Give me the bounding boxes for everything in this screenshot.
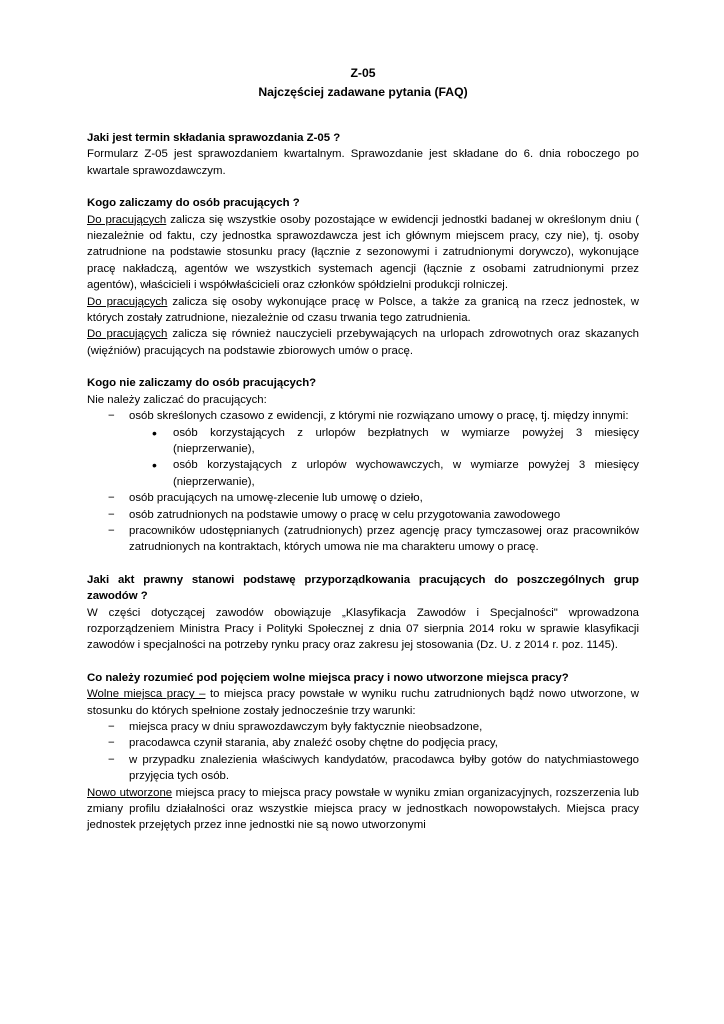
underlined-term: Nowo utworzone (87, 786, 173, 799)
underlined-term: Do pracujących (87, 295, 168, 308)
title-block (87, 64, 639, 102)
paragraph-text: to miejsca pracy powstałe w wyniku ruchu zatrudnionych bądź nowo utworzone, w stosunku do których spełnione zostały jednocześnie trzy warunki: (87, 688, 639, 717)
list-item: − w przypadku znalezienia właściwych kandydatów, pracodawca byłby gotów do natychmiastowego przyjęcia tych osób. (87, 752, 639, 785)
faq-section-deadline (87, 130, 639, 179)
underlined-term: Do pracujących (87, 328, 168, 341)
list-item: − pracodawca czynił starania, aby znaleźć osoby chętne do podjęcia pracy, (87, 735, 639, 751)
paragraph-who-counts-1 (87, 212, 639, 294)
question-vacancies: Co należy rozumieć pod pojęciem wolne miejsca pracy i nowo utworzone miejsca pracy? (87, 671, 569, 684)
excluded-sublist (87, 425, 639, 491)
list-item (87, 408, 639, 490)
question-deadline: Jaki jest termin składania sprawozdania Z-05 ? (87, 132, 341, 144)
paragraph-vacancies-1 (87, 686, 639, 719)
excluded-intro: Nie należy zaliczać do pracujących: (87, 393, 267, 406)
question-legal-basis: Jaki akt prawny stanowi podstawę przyporządkowania pracujących do poszczególnych grup zawodów ? (87, 573, 639, 603)
sub-list-item: • osób korzystających z urlopów bezpłatnych w wymiarze powyżej 3 miesięcy (nieprzerwanie), (87, 425, 639, 458)
list-item: − miejsca pracy w dniu sprawozdawczym były faktycznie nieobsadzone, (87, 719, 639, 735)
underlined-term: Do pracujących (87, 213, 167, 226)
faq-section-vacancies (87, 670, 639, 834)
underlined-term: Wolne miejsca pracy – (87, 688, 206, 701)
paragraph-who-counts-3 (87, 326, 639, 359)
paragraph-text: zalicza się osoby wykonujące pracę w Polsce, a także za granicą na rzecz jednostek, w których zostały zatrudnione, niezależnie od czasu trwania tego zatrudnienia. (87, 295, 639, 325)
list-item: − osób pracujących na umowę-zlecenie lub umowę o dzieło, (87, 490, 639, 506)
list-item-text: osób skreślonych czasowo z ewidencji, z którymi nie rozwiązano umowy o pracę, tj. między innymi: (129, 410, 629, 423)
sub-list-item: • osób korzystających z urlopów wychowawczych, w wymiarze powyżej 3 miesięcy (nieprzerwanie), (87, 457, 639, 490)
question-who-counts: Kogo zaliczamy do osób pracujących ? (87, 197, 300, 210)
answer-deadline: Formularz Z-05 jest sprawozdaniem kwartalnym. Sprawozdanie jest składane do 6. dnia roboczego po kwartale sprawozdawczym. (87, 148, 639, 177)
vacancy-conditions-list (87, 719, 639, 785)
paragraph-vacancies-2 (87, 785, 639, 834)
document-title: Najczęściej zadawane pytania (FAQ) (258, 85, 468, 99)
document-page (87, 64, 639, 850)
list-item: − osób zatrudnionych na podstawie umowy o pracę w celu przygotowania zawodowego (87, 507, 639, 523)
excluded-list (87, 408, 639, 556)
faq-section-legal-basis (87, 572, 639, 654)
form-code: Z-05 (350, 66, 376, 80)
list-item: − pracowników udostępnianych (zatrudnionych) przez agencję pracy tymczasowej oraz pracowników zatrudnionych na kontraktach, których umowa nie ma charakteru umowy o pracę. (87, 523, 639, 556)
paragraph-text: miejsca pracy to miejsca pracy powstałe w wyniku zmian organizacyjnych, rozszerzenia lub zmiany profilu działalności oraz wszystkie miejsca pracy w jednostkach nowopowstałych. Miejsca pracy jednostek przejętych przez inne jednostki nie są nowo utworzonymi (87, 786, 640, 832)
question-who-excluded: Kogo nie zaliczamy do osób pracujących? (87, 377, 317, 390)
faq-section-who-counts (87, 195, 639, 359)
paragraph-text: zalicza się wszystkie osoby pozostające w ewidencji jednostki badanej w określonym dniu ( niezależnie od faktu, czy jednostka sprawozdawcza jest ich głównym miejscem pracy, czy nie), tj. osoby zatrudnione na podstawie stosunku pracy (łącznie z sezonowymi i zatrudnionymi dorywczo), wykonujące pracę nakładczą, agentów we wszystkich systemach agencji (łącznie z osobami zatrudnionymi przez agentów), właścicieli i współwłaścicieli oraz członków spółdzielni produkcji rolniczej. (87, 213, 639, 292)
answer-legal-basis: W części dotyczącej zawodów obowiązuje „Klasyfikacja Zawodów i Specjalności" wprowadzona rozporządzeniem Ministra Pracy i Polityki Społecznej z dnia 07 sierpnia 2014 roku w sprawie klasyfikacji zawodów i specjalności na potrzeby rynku pracy oraz zakresu jej stosowania (Dz. U. z 2014 r. poz. 1145). (87, 606, 639, 652)
paragraph-who-counts-2 (87, 294, 639, 327)
faq-section-who-excluded (87, 375, 639, 555)
paragraph-text: zalicza się również nauczycieli przebywających na urlopach zdrowotnych oraz skazanych (więźniów) pracujących na podstawie zbiorowych umów o pracę. (87, 328, 639, 357)
